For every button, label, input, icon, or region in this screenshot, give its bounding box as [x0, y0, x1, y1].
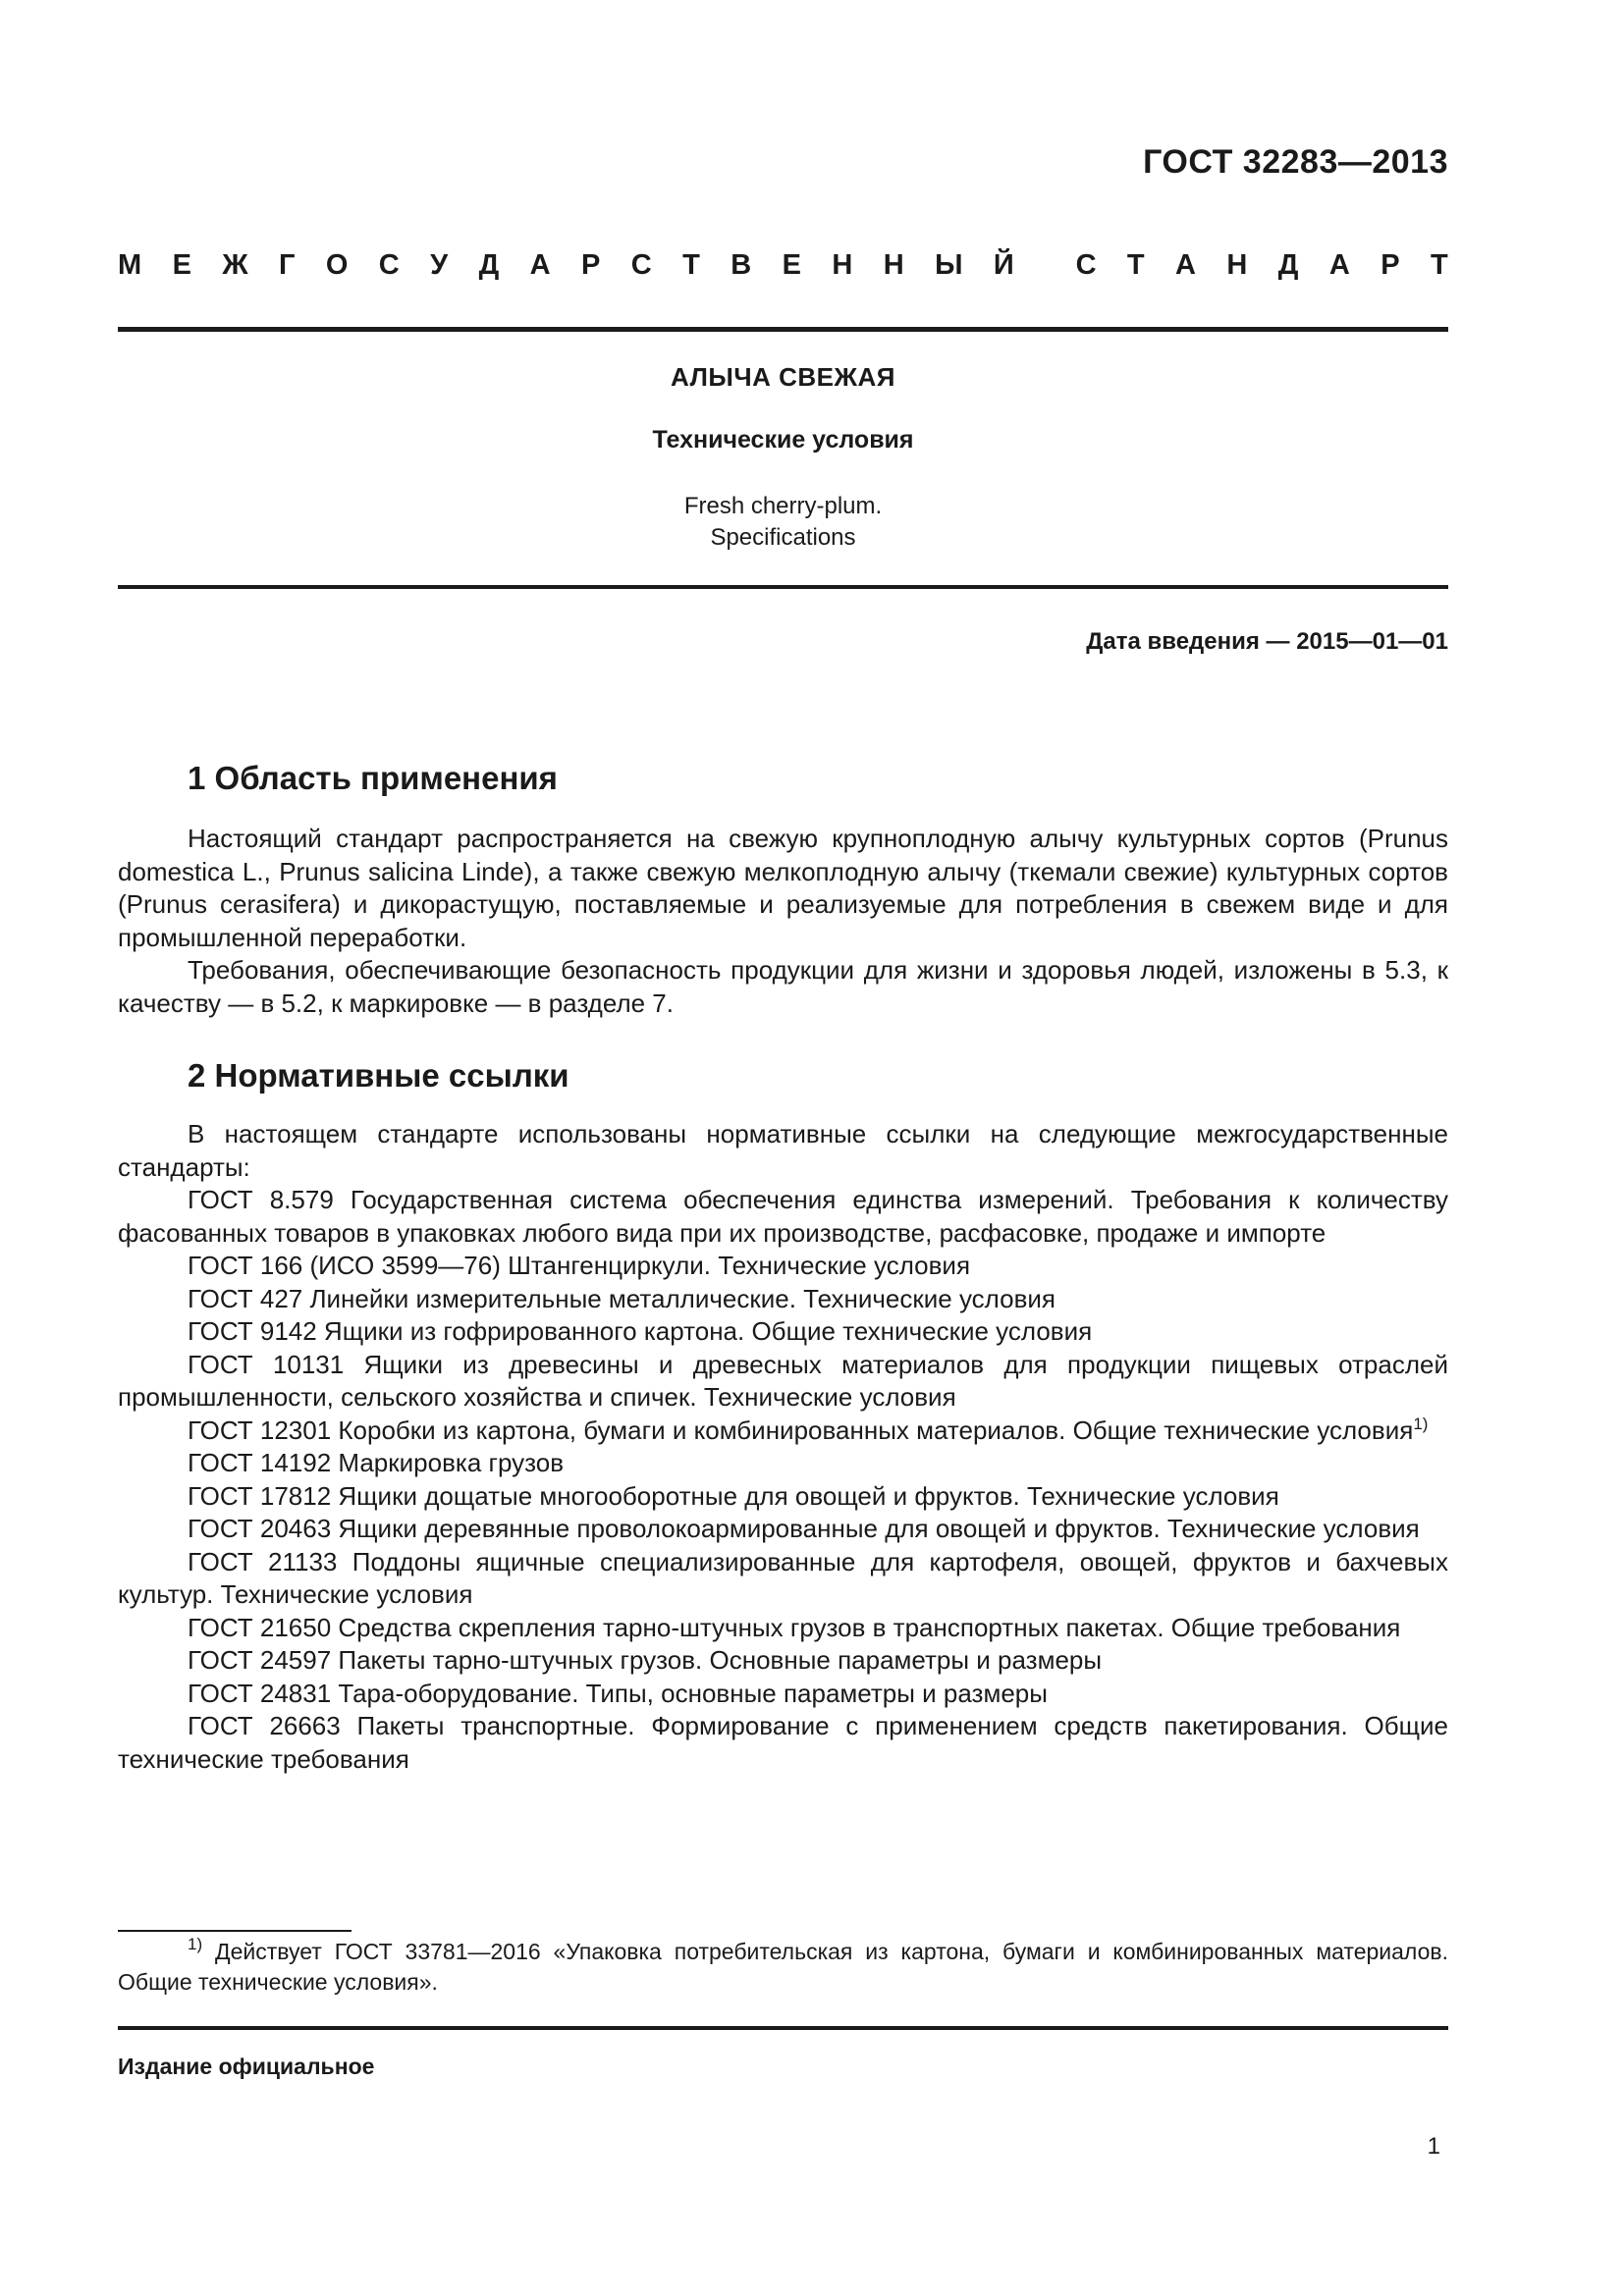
footnote-separator [118, 1930, 352, 1932]
document-body [118, 756, 1448, 1776]
reference-item: ГОСТ 427 Линейки измерительные металлические. Технические условия [188, 1283, 1056, 1313]
reference-item: ГОСТ 24597 Пакеты тарно-штучных грузов. Основные параметры и размеры [188, 1645, 1103, 1675]
banner-letter: Д [478, 249, 500, 281]
reference-item: ГОСТ 21650 Средства скрепления тарно-штучных грузов в транспортных пакетах. Общие требования [188, 1612, 1401, 1642]
reference-item: ГОСТ 21133 Поддоны ящичные специализированные для картофеля, овощей, фруктов и бахчевых культур. Технические условия [118, 1546, 1448, 1609]
banner-letter: А [1328, 249, 1350, 281]
paragraph: В настоящем стандарте использованы нормативные ссылки на следующие межгосударственные стандарты: [118, 1119, 1448, 1182]
reference-item: ГОСТ 14192 Маркировка грузов [188, 1448, 565, 1477]
banner-letter: Ж [222, 249, 248, 281]
document-subtitle: Технические условия [652, 426, 914, 454]
banner-letter: Т [1430, 249, 1448, 281]
footnote-marker: 1) [1413, 1414, 1429, 1433]
banner-letter: А [1175, 249, 1196, 281]
official-edition-label: Издание официальное [118, 2054, 375, 2079]
banner-letter: Й [993, 249, 1014, 281]
banner-letter: Д [1277, 249, 1299, 281]
banner-letter: Г [278, 249, 296, 281]
header-divider [118, 327, 1448, 332]
section-heading: 1 Область применения [188, 760, 558, 796]
banner-letter: Р [581, 249, 601, 281]
banner-letter: Е [172, 249, 191, 281]
banner-letter: М [118, 249, 142, 281]
reference-item: ГОСТ 20463 Ящики деревянные проволокоармированные для овощей и фруктов. Технические условия [188, 1514, 1420, 1543]
english-title-line: Specifications [710, 524, 856, 551]
reference-item: ГОСТ 10131 Ящики из древесины и древесных материалов для продукции пищевых отраслей промышленности, сельского хозяйства и спичек. Технические условия [118, 1349, 1448, 1412]
title-divider [118, 585, 1448, 589]
reference-item: ГОСТ 17812 Ящики дощатые многооборотные для овощей и фруктов. Технические условия [188, 1480, 1279, 1511]
document-title: АЛЫЧА СВЕЖАЯ [671, 362, 895, 392]
banner-letter: Н [832, 249, 853, 281]
reference-text: ГОСТ 12301 Коробки из картона, бумаги и комбинированных материалов. Общие технические условия [188, 1415, 1414, 1445]
footnote-number [118, 1935, 203, 1964]
banner-letter: Т [1126, 249, 1145, 281]
interstate-standard-banner [118, 249, 1448, 282]
banner-letter: С [1075, 249, 1097, 281]
introduction-date: Дата введения — 2015—01—01 [1086, 628, 1448, 655]
footnote-text: Действует ГОСТ 33781—2016 «Упаковка потребительская из картона, бумаги и комбинированных материалов. Общие технические условия». [118, 1939, 1449, 1995]
banner-letter: У [430, 249, 449, 281]
banner-letter: В [731, 249, 752, 281]
reference-item [118, 1415, 1448, 1448]
english-title-line: Fresh cherry-plum. [683, 493, 883, 519]
banner-letter: С [378, 249, 400, 281]
footnote [118, 1937, 1448, 1998]
banner-letter: Н [883, 249, 904, 281]
section-heading: 2 Нормативные ссылки [188, 1057, 569, 1094]
paragraph: Настоящий стандарт распространяется на свежую крупноплодную алычу культурных сортов (Prunus domestica L., Prunus salicina Linde), а также свежую мелкоплодную алычу (ткемали свежие) культурных сортов (Prunus cerasifera) и дикорастущую, поставляемые и реализуемые для потребления в свежем виде и для промышленной переработки. [118, 824, 1448, 952]
banner-letter: Т [682, 249, 700, 281]
banner-letter: Н [1226, 249, 1248, 281]
paragraph: Требования, обеспечивающие безопасность продукции для жизни и здоровья людей, изложены в 5.3, к качеству — в 5.2, к маркировке — в разделе 7. [118, 955, 1448, 1018]
page-number: 1 [1427, 2133, 1440, 2160]
reference-item: ГОСТ 9142 Ящики из гофрированного картона. Общие технические условия [188, 1316, 1093, 1346]
footer-divider [118, 2026, 1448, 2030]
document-code: ГОСТ 32283—2013 [1143, 143, 1448, 181]
reference-item: ГОСТ 26663 Пакеты транспортные. Формирование с применением средств пакетирования. Общие технические требования [118, 1711, 1448, 1774]
footnote-mark: 1) [188, 1935, 203, 1953]
banner-letter: А [529, 249, 551, 281]
english-title [118, 491, 1448, 554]
banner-letter: Е [782, 249, 801, 281]
banner-letter: Ы [935, 249, 963, 281]
banner-letter: Р [1380, 249, 1400, 281]
reference-item: ГОСТ 166 (ИСО 3599—76) Штангенциркули. Технические условия [188, 1251, 971, 1280]
reference-item: ГОСТ 8.579 Государственная система обеспечения единства измерений. Требования к количеству фасованных товаров в упаковках любого вида при их производстве, расфасовке, продаже и импорте [118, 1185, 1448, 1248]
banner-letter: С [630, 249, 652, 281]
banner-letter: О [325, 249, 349, 281]
reference-item: ГОСТ 24831 Тара-оборудование. Типы, основные параметры и размеры [188, 1678, 1048, 1708]
